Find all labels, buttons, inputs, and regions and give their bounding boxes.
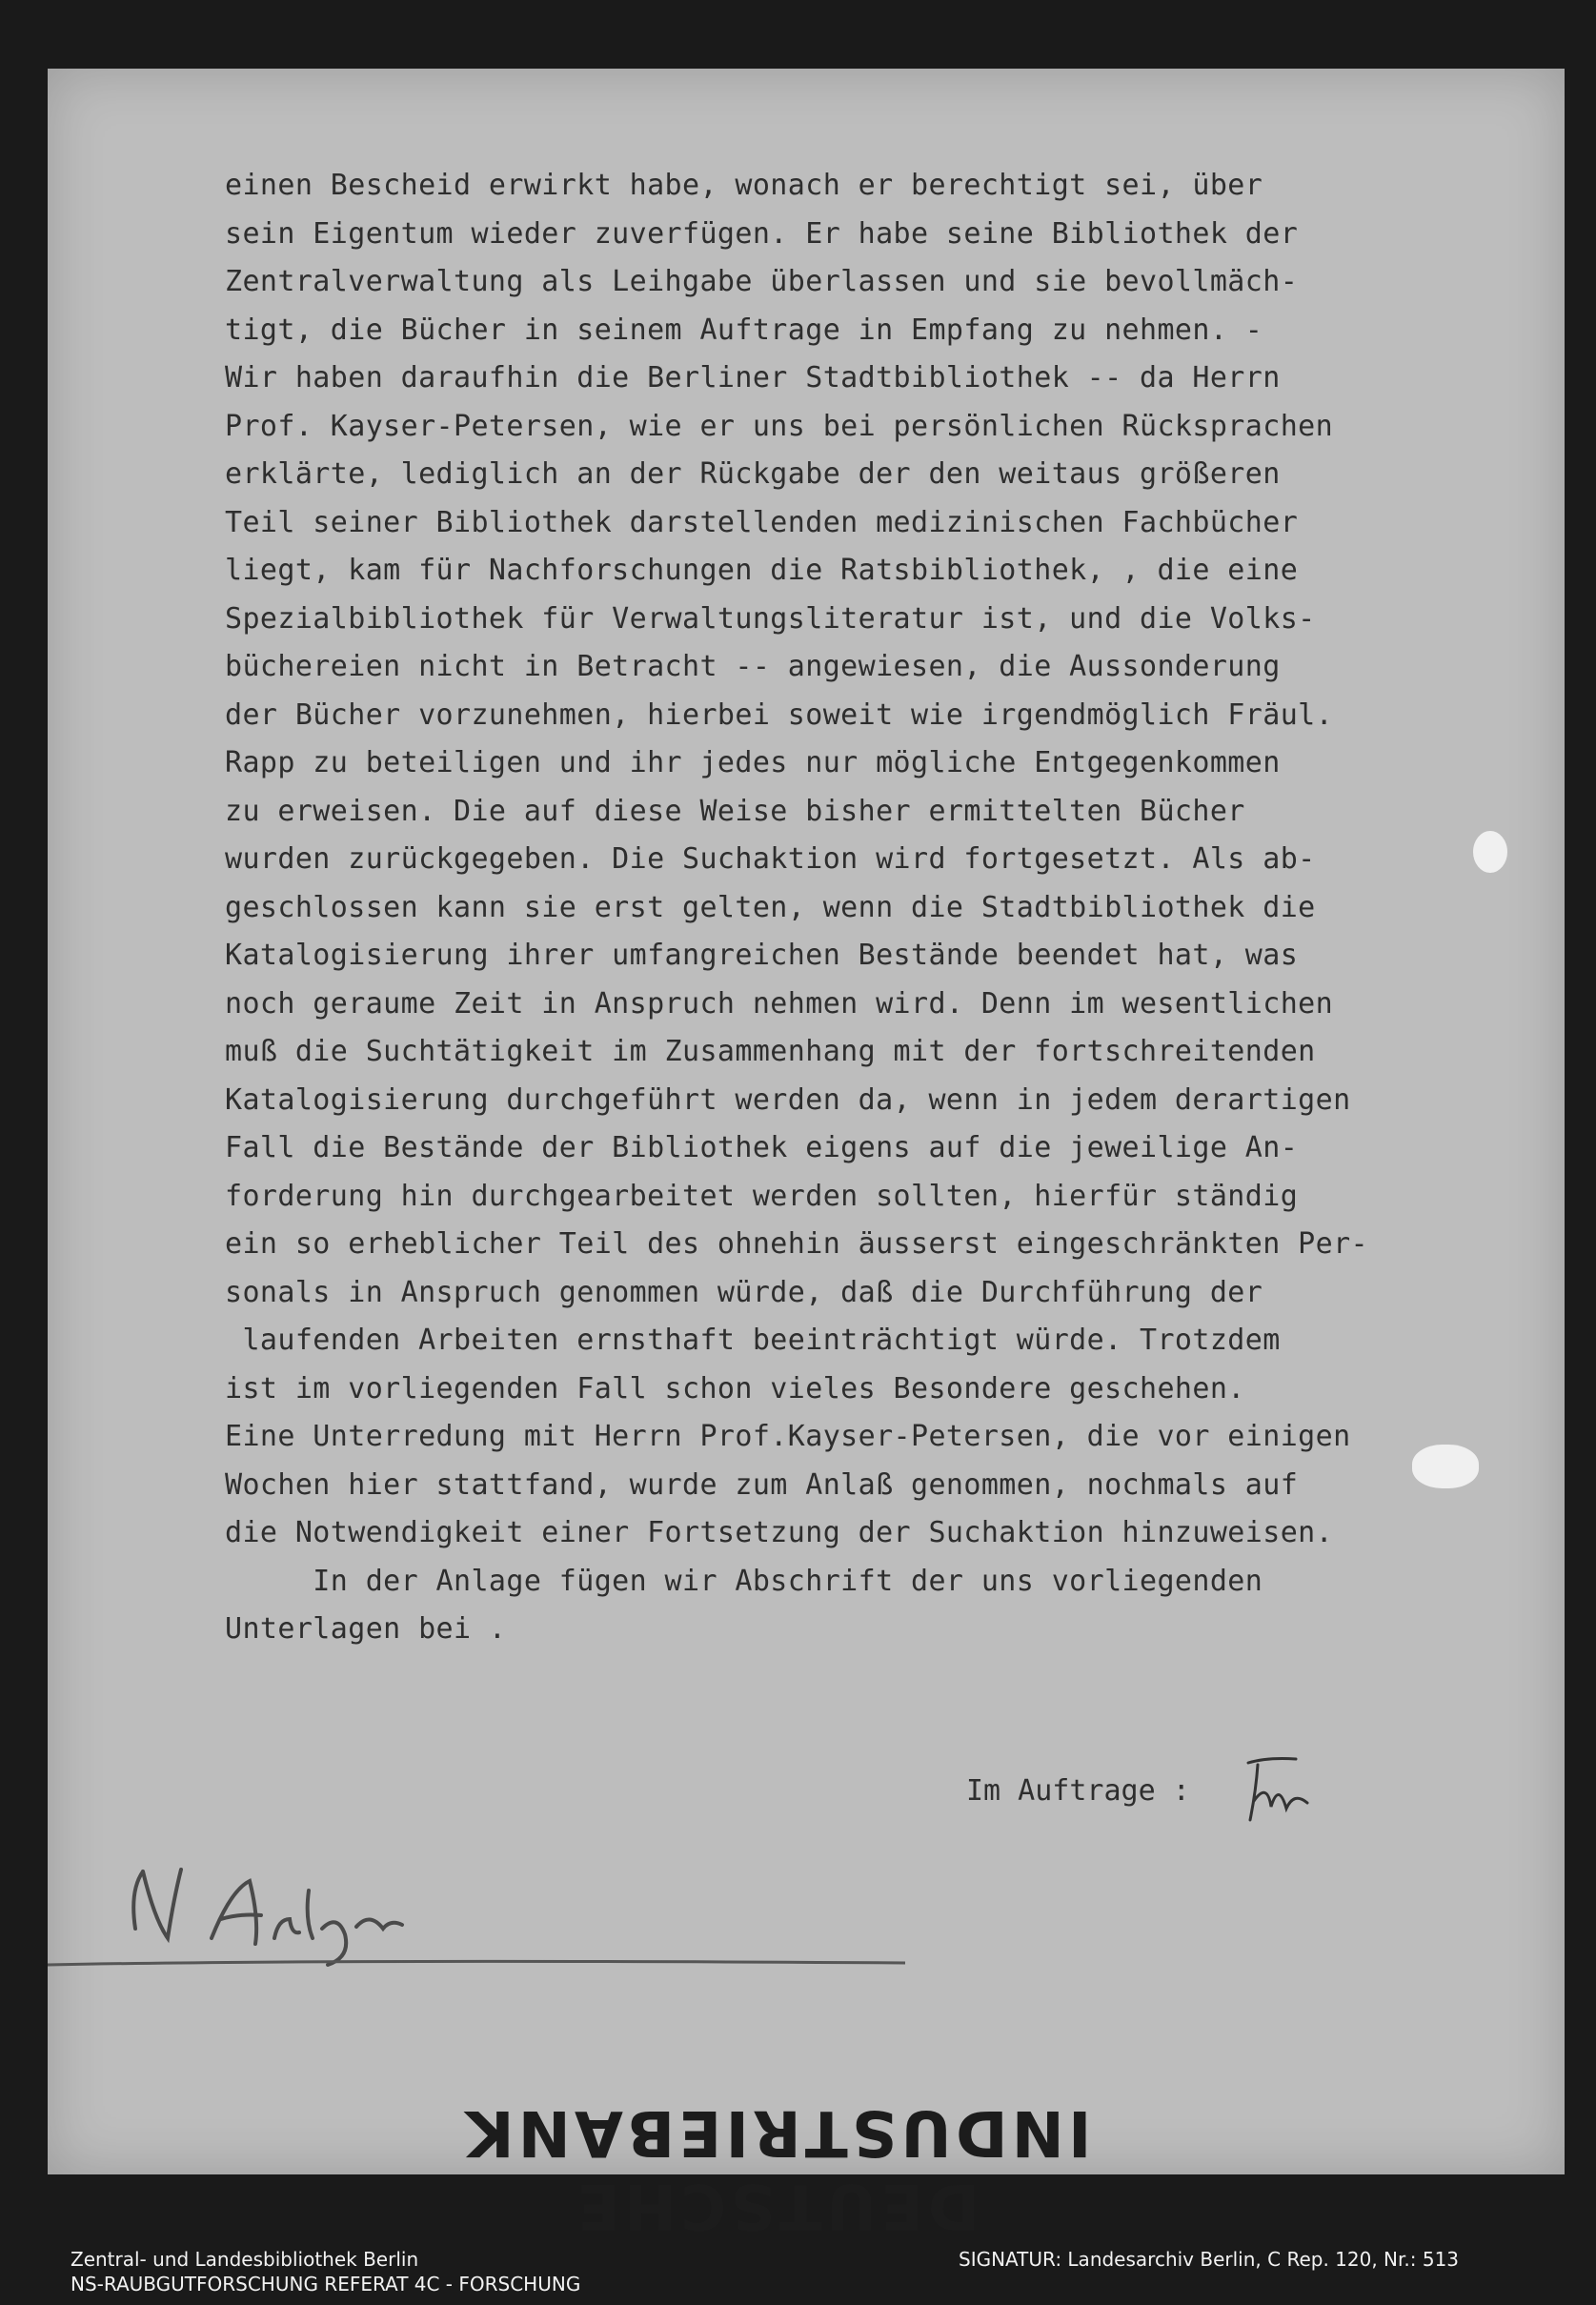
letter-line: muß die Suchtätigkeit im Zusammenhang mit der fortschreitenden [225, 1035, 1316, 1068]
letter-line: forderung hin durchgearbeitet werden sollten, hierfür ständig [225, 1179, 1299, 1213]
letter-line: Teil seiner Bibliothek darstellenden medizinischen Fachbücher [225, 505, 1299, 539]
letter-line: In der Anlage fügen wir Abschrift der uns vorliegenden [225, 1564, 1263, 1598]
footer-signature-line: SIGNATUR: Landesarchiv Berlin, C Rep. 120, Nr.: 513 [959, 2248, 1460, 2271]
letter-line: wurden zurückgegeben. Die Suchaktion wird fortgesetzt. Als ab- [225, 842, 1316, 876]
letter-line: Wochen hier stattfand, wurde zum Anlaß genommen, nochmals auf [225, 1467, 1299, 1502]
letter-line: der Bücher vorzunehmen, hierbei soweit wie irgendmöglich Fräul. [225, 698, 1334, 732]
letter-line: Katalogisierung ihrer umfangreichen Bestände beendet hat, was [225, 939, 1299, 972]
footer-signature [959, 2247, 1459, 2272]
letter-line: laufenden Arbeiten ernsthaft beeinträchtigt würde. Trotzdem [225, 1324, 1281, 1357]
letter-line: Rapp zu beteiligen und ihr jedes nur mögliche Entgegenkommen [225, 746, 1281, 779]
handwritten-initials [1229, 1753, 1343, 1830]
letter-line: noch geraume Zeit in Anspruch nehmen wird. Denn im wesentlichen [225, 986, 1334, 1021]
letter-line: Spezialbibliothek für Verwaltungsliteratur ist, und die Volks- [225, 601, 1316, 636]
letter-body [225, 162, 1502, 1654]
letter-line: die Notwendigkeit einer Fortsetzung der Suchaktion hinzuweisen. [225, 1516, 1334, 1549]
letterhead-inverted: DEUTSCHE INDUSTRIEBANK [461, 2096, 1092, 2243]
letter-line: Eine Unterredung mit Herrn Prof.Kayser-Petersen, die vor einigen [225, 1420, 1351, 1453]
letter-line: liegt, kam für Nachforschungen die Ratsbibliothek, , die eine [225, 554, 1299, 587]
letter-line: Zentralverwaltung als Leihgabe überlassen und sie bevollmäch- [225, 265, 1299, 298]
letter-line: sein Eigentum wieder zuverfügen. Er habe seine Bibliothek der [225, 216, 1299, 251]
signature-label: Im Auftrage : [966, 1774, 1190, 1808]
footer-institution-line: Zentral- und Landesbibliothek Berlin [71, 2248, 419, 2271]
letter-line: Fall die Bestände der Bibliothek eigens auf die jeweilige An- [225, 1131, 1299, 1164]
letter-line: büchereien nicht in Betracht -- angewiesen, die Aussonderung [225, 650, 1281, 683]
letter-line: ist im vorliegenden Fall schon vieles Besondere geschehen. [225, 1371, 1245, 1405]
footer-department-line: NS-RAUBGUTFORSCHUNG REFERAT 4C - FORSCHUNG [71, 2273, 581, 2295]
letter-line: Katalogisierung durchgeführt werden da, wenn in jedem derartigen [225, 1082, 1351, 1117]
letter-line: Unterlagen bei . [225, 1612, 507, 1646]
letter-line: zu erweisen. Die auf diese Weise bisher ermittelten Bücher [225, 794, 1245, 828]
letter-line: erklärte, lediglich an der Rückgabe der den weitaus größeren [225, 457, 1281, 491]
letter-line: geschlossen kann sie erst gelten, wenn die Stadtbibliothek die [225, 890, 1316, 924]
letter-line: sonals in Anspruch genommen würde, daß die Durchführung der [225, 1275, 1263, 1309]
letter-line: tigt, die Bücher in seinem Auftrage in Empfang zu nehmen. - [225, 313, 1263, 347]
footer-institution [71, 2247, 580, 2296]
letter-line: Prof. Kayser-Petersen, wie er uns bei persönlichen Rücksprachen [225, 409, 1334, 443]
letter-line: Wir haben daraufhin die Berliner Stadtbibliothek -- da Herrn [225, 361, 1281, 394]
pen-stroke [48, 1959, 905, 1969]
letter-line: ein so erheblicher Teil des ohnehin äusserst eingeschränkten Per- [225, 1227, 1368, 1261]
letter-line: einen Bescheid erwirkt habe, wonach er berechtigt sei, über [225, 169, 1263, 202]
handwritten-annotation [88, 1852, 488, 1976]
